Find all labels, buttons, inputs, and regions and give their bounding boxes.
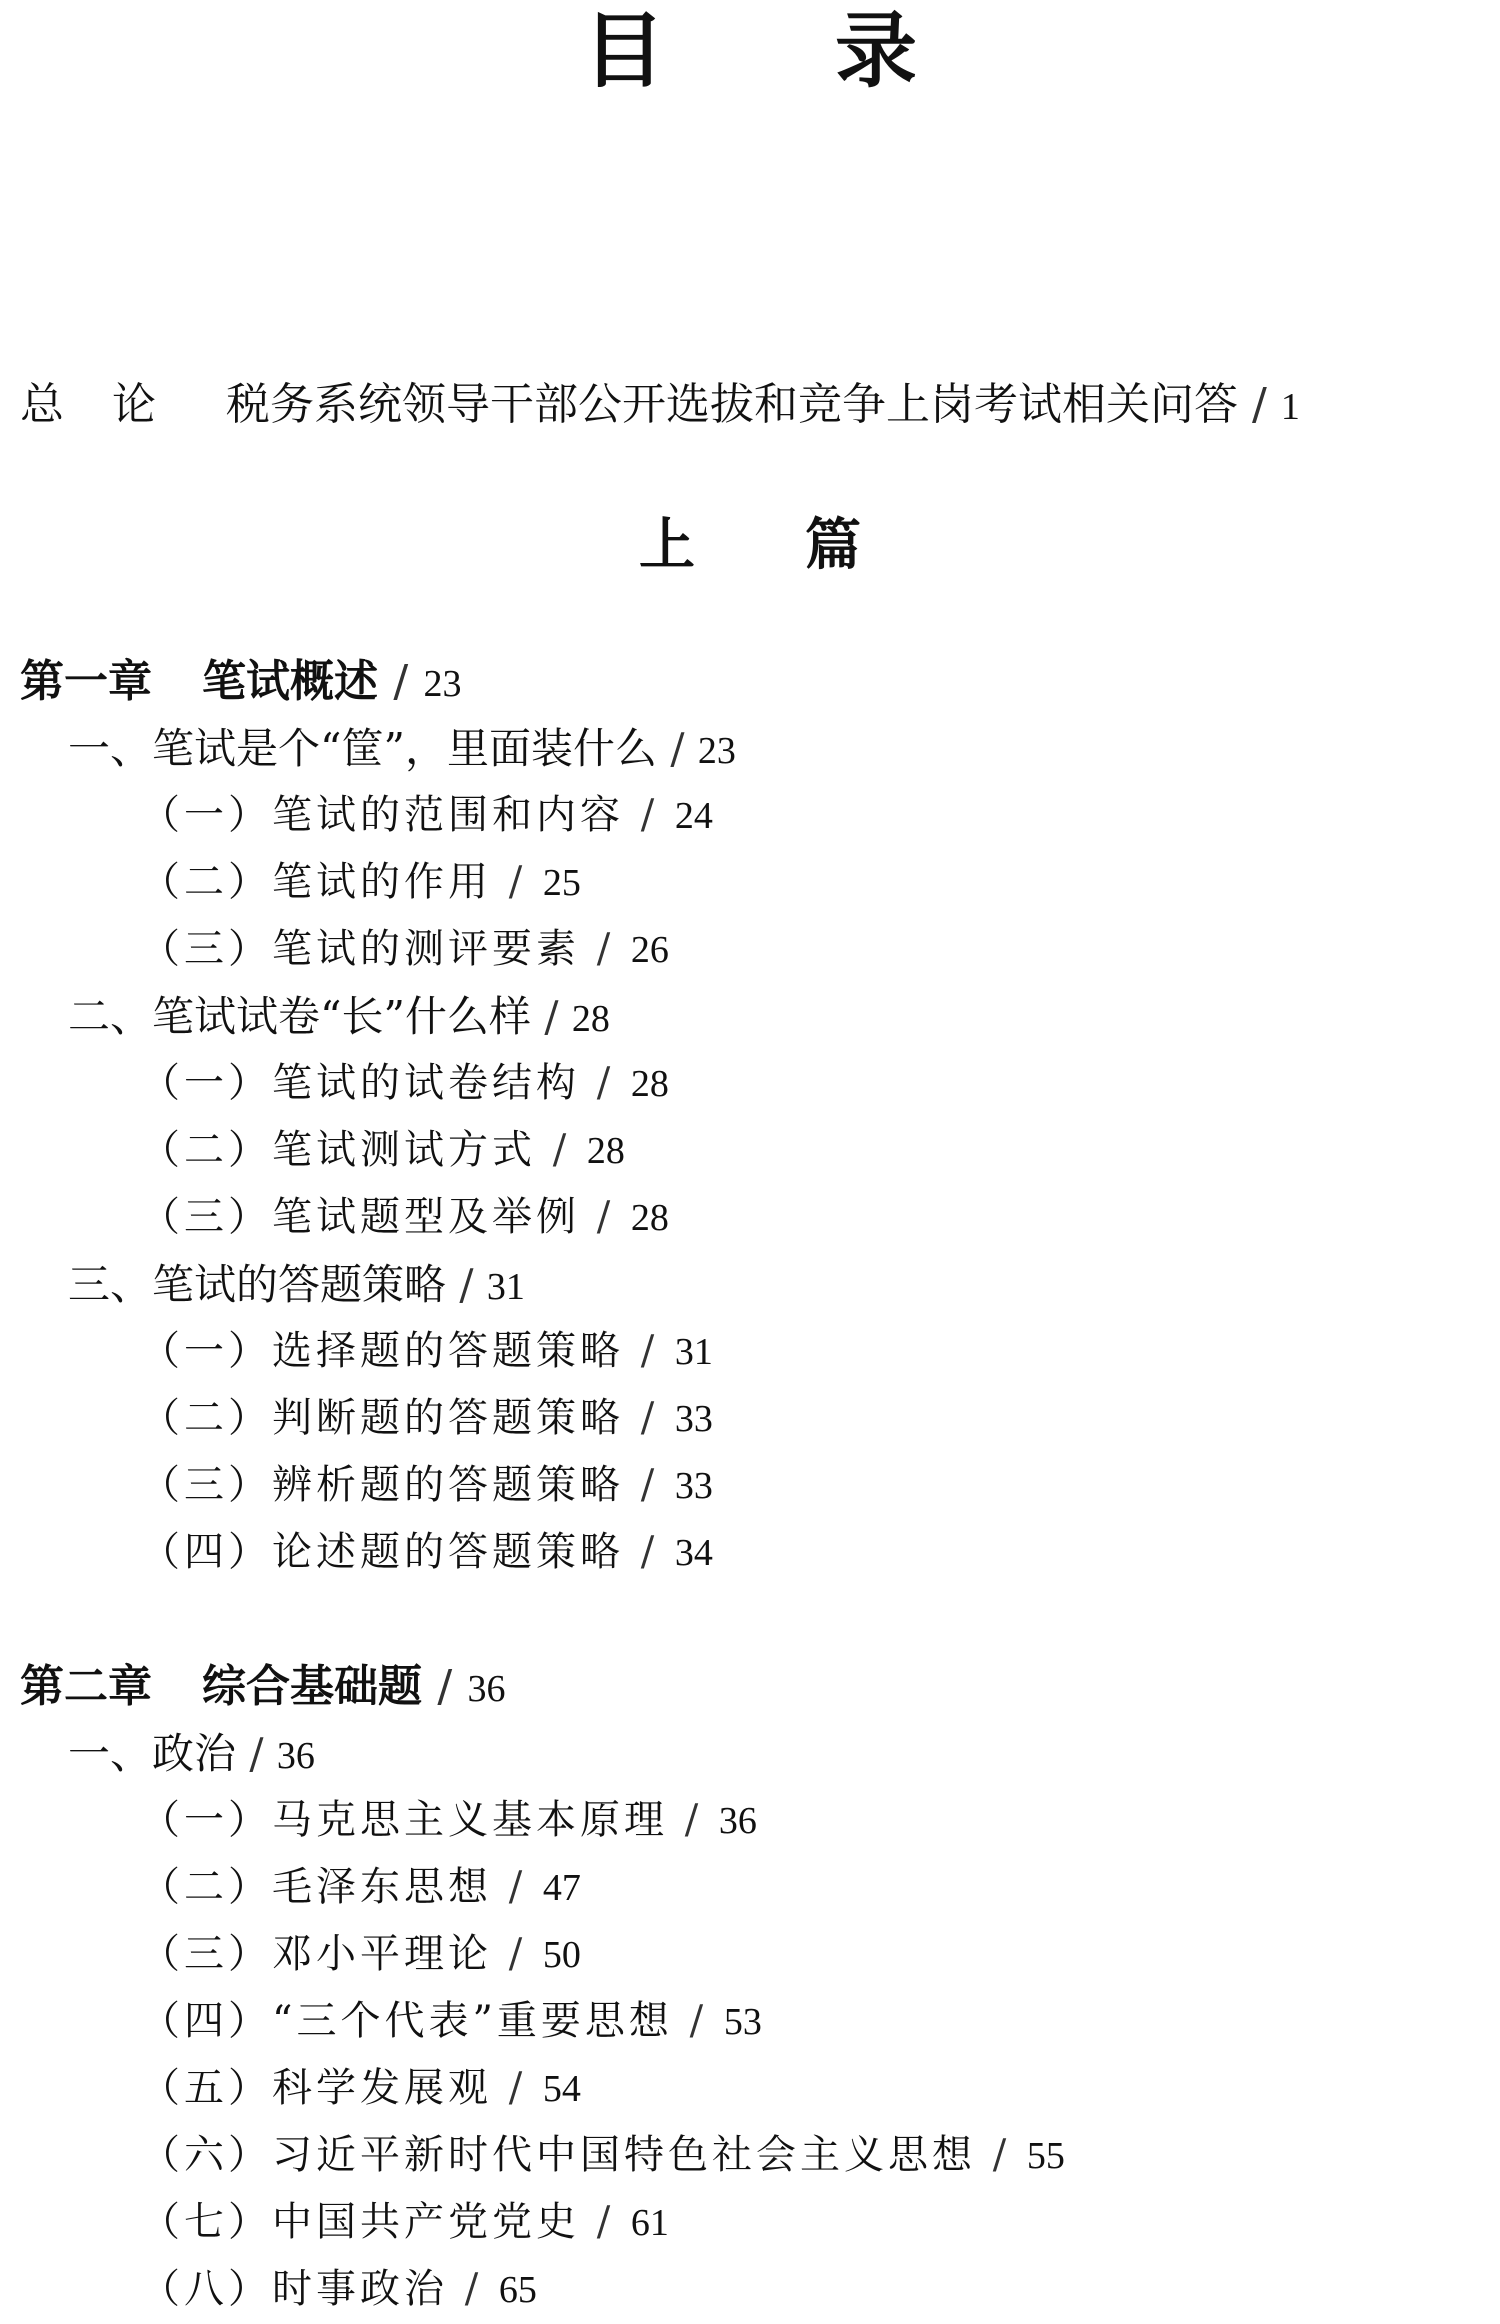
section-page-number: 23 [697, 730, 736, 772]
section-page-number: 31 [486, 1266, 525, 1308]
page-separator: / [640, 1529, 659, 1575]
subsection-page-number: 28 [630, 1197, 669, 1239]
page-separator: / [640, 1395, 659, 1441]
toc-subsection[interactable] [20, 1787, 1480, 1854]
page-title: 目录 [582, 4, 1087, 99]
subsection-page-number: 31 [674, 1331, 713, 1373]
subsection-title: （八）时事政治 [140, 2266, 448, 2312]
toc-section[interactable] [20, 983, 1480, 1050]
page-separator: / [508, 1931, 527, 1977]
page-separator: / [249, 1729, 264, 1778]
subsection-title: （二）毛泽东思想 [140, 1864, 492, 1910]
subsection-title: （四）论述题的答题策略 [140, 1529, 624, 1575]
part-heading: 上篇 [639, 512, 971, 578]
subsection-page-number: 36 [718, 1800, 757, 1842]
page-separator: / [640, 792, 659, 838]
subsection-title: （五）科学发展观 [140, 2065, 492, 2111]
toc-subsection[interactable] [20, 1385, 1480, 1452]
section-page-number: 28 [571, 998, 610, 1040]
chapter-label: 第一章 [20, 656, 152, 707]
section-title: 一、政治 [68, 1729, 237, 1778]
overview-page-number: 1 [1280, 386, 1300, 428]
subsection-title: （二）判断题的答题策略 [140, 1395, 624, 1441]
toc-subsection[interactable] [20, 782, 1480, 849]
chapter-title: 笔试概述 [202, 656, 378, 707]
toc-subsection[interactable] [20, 916, 1480, 983]
overview-label: 总论 [20, 379, 204, 430]
subsection-title: （二）笔试测试方式 [140, 1127, 536, 1173]
subsection-page-number: 33 [674, 1398, 713, 1440]
subsection-title: （七）中国共产党党史 [140, 2199, 580, 2245]
subsection-title: （一）笔试的范围和内容 [140, 792, 624, 838]
toc-subsection[interactable] [20, 1921, 1480, 1988]
subsection-title: （四）“三个代表”重要思想 [140, 1998, 673, 2044]
toc-subsection[interactable] [20, 1988, 1480, 2055]
section-title: 二、笔试试卷“长”什么样 [68, 992, 531, 1041]
chapter-page-number: 23 [423, 663, 462, 705]
page-separator: / [552, 1127, 571, 1173]
subsection-page-number: 24 [674, 795, 713, 837]
toc-subsection[interactable] [20, 2055, 1480, 2122]
page-separator: / [596, 1194, 615, 1240]
chapter-label: 第二章 [20, 1661, 152, 1712]
subsection-title: （三）笔试题型及举例 [140, 1194, 580, 1240]
subsection-page-number: 55 [1026, 2135, 1065, 2177]
toc-chapter[interactable] [20, 1653, 1480, 1720]
page-separator: / [508, 2065, 527, 2111]
toc-subsection[interactable] [20, 1117, 1480, 1184]
subsection-title: （一）选择题的答题策略 [140, 1328, 624, 1374]
subsection-page-number: 61 [630, 2202, 669, 2244]
toc-section[interactable] [20, 715, 1480, 782]
subsection-page-number: 47 [542, 1867, 581, 1909]
page-separator: / [464, 2266, 483, 2312]
toc-list [20, 648, 1480, 2323]
subsection-title: （六）习近平新时代中国特色社会主义思想 [140, 2132, 976, 2178]
toc-subsection[interactable] [20, 1184, 1480, 1251]
subsection-page-number: 34 [674, 1532, 713, 1574]
subsection-title: （三）笔试的测评要素 [140, 926, 580, 972]
section-title: 一、笔试是个“筐”，里面装什么 [68, 724, 657, 773]
toc-subsection[interactable] [20, 2122, 1480, 2189]
section-page-number: 36 [276, 1735, 315, 1777]
page-separator: / [393, 656, 409, 707]
toc-subsection[interactable] [20, 1318, 1480, 1385]
chapter-page-number: 36 [467, 1668, 506, 1710]
toc-entry-overview[interactable] [20, 370, 1300, 442]
overview-title: 税务系统领导干部公开选拔和竞争上岗考试相关问答 [226, 379, 1238, 430]
page-separator: / [670, 724, 685, 773]
page-separator: / [596, 2199, 615, 2245]
subsection-page-number: 53 [723, 2001, 762, 2043]
subsection-page-number: 25 [542, 862, 581, 904]
page-separator: / [544, 992, 559, 1041]
subsection-page-number: 50 [542, 1934, 581, 1976]
page-separator: / [459, 1260, 474, 1309]
subsection-page-number: 65 [498, 2269, 537, 2311]
subsection-title: （二）笔试的作用 [140, 859, 492, 905]
toc-subsection[interactable] [20, 2256, 1480, 2323]
section-title: 三、笔试的答题策略 [68, 1260, 447, 1309]
subsection-page-number: 28 [630, 1063, 669, 1105]
toc-section[interactable] [20, 1251, 1480, 1318]
page-separator: / [508, 1864, 527, 1910]
page-separator: / [640, 1462, 659, 1508]
subsection-page-number: 33 [674, 1465, 713, 1507]
subsection-title: （一）笔试的试卷结构 [140, 1060, 580, 1106]
toc-section[interactable] [20, 1720, 1480, 1787]
subsection-title: （三）邓小平理论 [140, 1931, 492, 1977]
subsection-page-number: 28 [586, 1130, 625, 1172]
page-separator: / [596, 926, 615, 972]
page-separator: / [689, 1998, 708, 2044]
subsection-title: （三）辨析题的答题策略 [140, 1462, 624, 1508]
page-separator: / [1252, 379, 1267, 430]
chapter-title: 综合基础题 [202, 1661, 422, 1712]
subsection-page-number: 26 [630, 929, 669, 971]
page-separator: / [684, 1797, 703, 1843]
toc-subsection[interactable] [20, 1519, 1480, 1586]
toc-subsection[interactable] [20, 1854, 1480, 1921]
subsection-title: （一）马克思主义基本原理 [140, 1797, 668, 1843]
toc-subsection[interactable] [20, 1050, 1480, 1117]
toc-subsection[interactable] [20, 2189, 1480, 2256]
page-separator: / [596, 1060, 615, 1106]
toc-subsection[interactable] [20, 849, 1480, 916]
page-separator: / [437, 1661, 453, 1712]
page-separator: / [640, 1328, 659, 1374]
toc-subsection[interactable] [20, 1452, 1480, 1519]
toc-chapter[interactable] [20, 648, 1480, 715]
subsection-page-number: 54 [542, 2068, 581, 2110]
page-separator: / [992, 2132, 1011, 2178]
page-separator: / [508, 859, 527, 905]
